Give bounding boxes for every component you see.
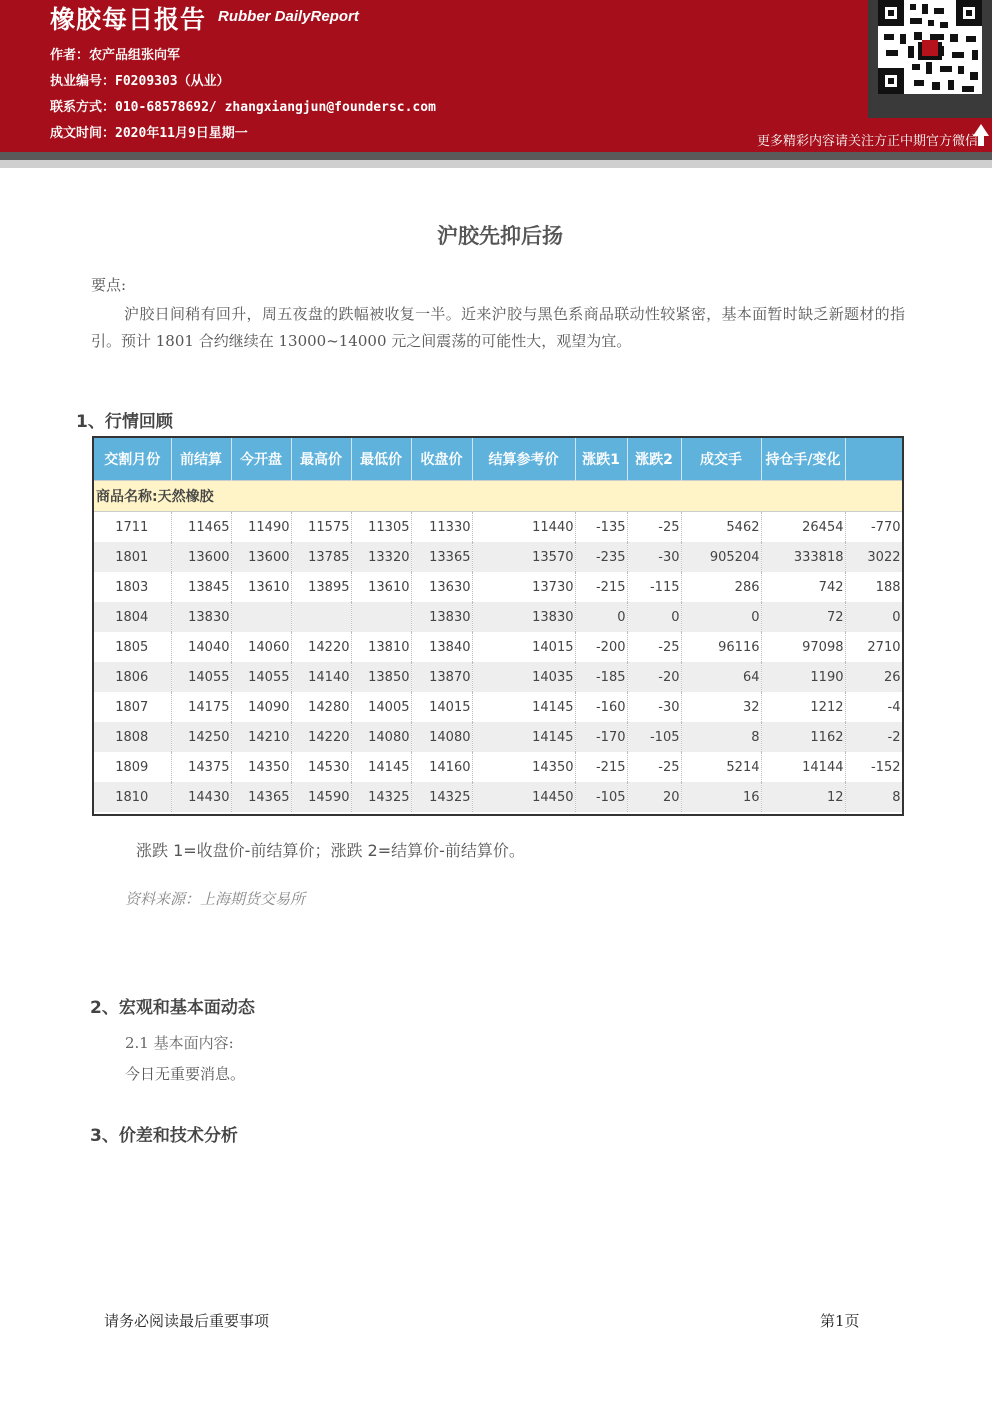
table-cell: 14035	[472, 662, 575, 692]
qr-module	[928, 20, 934, 26]
section2-heading: 2、宏观和基本面动态	[90, 998, 255, 1018]
table-cell: 14220	[291, 722, 351, 752]
table-cell: 14055	[231, 662, 291, 692]
table-cell: 905204	[681, 542, 761, 572]
table-cell: -770	[845, 512, 902, 543]
table-cell: 3022	[845, 542, 902, 572]
column-header: 涨跌2	[627, 438, 681, 481]
table-cell: 13600	[171, 542, 231, 572]
table-cell: 8	[681, 722, 761, 752]
column-header: 最高价	[291, 438, 351, 481]
qr-module	[886, 50, 898, 56]
qr-module	[934, 8, 944, 14]
footer-disclaimer[interactable]: 请务必阅读最后重要事项	[104, 1312, 270, 1330]
table-cell: 14005	[351, 692, 411, 722]
table-cell: 14350	[472, 752, 575, 782]
qr-module	[926, 62, 932, 74]
table-cell: -215	[575, 752, 627, 782]
table-cell: -215	[575, 572, 627, 602]
table-cell: 12	[761, 782, 845, 812]
column-header: 收盘价	[411, 438, 472, 481]
product-name-row	[94, 481, 902, 512]
table-cell: 1711	[94, 512, 171, 543]
arrow-up-icon-stem	[978, 134, 984, 146]
table-cell: 1805	[94, 632, 171, 662]
table-cell: 16	[681, 782, 761, 812]
qr-module	[910, 18, 922, 24]
qr-code-panel	[868, 0, 992, 118]
section1-heading: 1、行情回顾	[76, 412, 173, 432]
table-row	[94, 722, 902, 752]
table-row	[94, 602, 902, 632]
table-cell: 13320	[351, 542, 411, 572]
table-cell: 14080	[411, 722, 472, 752]
table-cell: 14450	[472, 782, 575, 812]
market-table	[92, 436, 904, 816]
qr-module	[908, 46, 914, 58]
table-cell: -25	[627, 512, 681, 543]
table-cell: 13600	[231, 542, 291, 572]
table-cell: -2	[845, 722, 902, 752]
doc-title: 沪胶先抑后扬	[437, 224, 563, 248]
table-row	[94, 692, 902, 722]
date-line: 成文时间：2020年11月9日星期一	[50, 126, 248, 141]
wechat-note: 更多精彩内容请关注方正中期官方微信	[756, 134, 978, 149]
table-cell	[231, 602, 291, 632]
column-header	[845, 438, 902, 481]
qr-module	[914, 80, 924, 86]
table-cell	[351, 602, 411, 632]
table-cell: 0	[845, 602, 902, 632]
table-cell: 11330	[411, 512, 472, 543]
table-cell: -25	[627, 752, 681, 782]
table-cell: 13870	[411, 662, 472, 692]
license-number: F0209303（从业）	[115, 74, 230, 89]
table-cell: 13850	[351, 662, 411, 692]
table-cell: -170	[575, 722, 627, 752]
qr-finder-core	[888, 10, 894, 16]
table-cell: 26	[845, 662, 902, 692]
table-row	[94, 752, 902, 782]
table-cell: 1810	[94, 782, 171, 812]
table-cell: 11575	[291, 512, 351, 543]
table-cell: -152	[845, 752, 902, 782]
table-cell: -105	[627, 722, 681, 752]
table-cell: 2710	[845, 632, 902, 662]
table-cell: 14140	[291, 662, 351, 692]
table-cell: 13830	[472, 602, 575, 632]
table-cell: 188	[845, 572, 902, 602]
qr-module	[910, 4, 916, 10]
table-cell: 14090	[231, 692, 291, 722]
table-cell: 1190	[761, 662, 845, 692]
table-cell: 14175	[171, 692, 231, 722]
table-cell: -25	[627, 632, 681, 662]
table-cell: 0	[575, 602, 627, 632]
table-cell: 14590	[291, 782, 351, 812]
column-header: 最低价	[351, 438, 411, 481]
table-cell: 26454	[761, 512, 845, 543]
qr-module	[884, 34, 894, 40]
table-cell: 14015	[411, 692, 472, 722]
column-header: 交割月份	[94, 438, 171, 481]
table-cell: -185	[575, 662, 627, 692]
table-note: 涨跌 1=收盘价-前结算价；涨跌 2=结算价-前结算价。	[136, 841, 525, 860]
table-cell: 8	[845, 782, 902, 812]
table-cell: 64	[681, 662, 761, 692]
report-date: 2020年11月9日星期一	[115, 126, 248, 141]
table-cell: -115	[627, 572, 681, 602]
table-cell: 1806	[94, 662, 171, 692]
table-cell: 5214	[681, 752, 761, 782]
table-cell: 1212	[761, 692, 845, 722]
license-line: 执业编号：F0209303（从业）	[50, 74, 230, 89]
table-cell: -20	[627, 662, 681, 692]
table-cell: 14055	[171, 662, 231, 692]
key-points-text: 沪胶日间稍有回升，周五夜盘的跌幅被收复一半。近来沪胶与黑色系商品联动性较紧密，基本面暂时缺乏新题材的指引。预计 1801 合约继续在 13000~14000 元之间震荡的可能性大，观望为宜。	[91, 305, 905, 350]
table-cell: 13845	[171, 572, 231, 602]
qr-code-icon[interactable]	[878, 0, 982, 94]
qr-module	[940, 22, 948, 28]
column-header: 前结算	[171, 438, 231, 481]
data-source: 资料来源：上海期货交易所	[125, 890, 306, 908]
table-cell: 11465	[171, 512, 231, 543]
table-row	[94, 572, 902, 602]
table-cell: 1807	[94, 692, 171, 722]
table-cell: 14145	[472, 692, 575, 722]
table-cell: 14430	[171, 782, 231, 812]
column-header: 结算参考价	[472, 438, 575, 481]
qr-module	[962, 86, 974, 92]
qr-module	[912, 64, 920, 70]
table-cell: 14145	[472, 722, 575, 752]
table-cell: 1801	[94, 542, 171, 572]
key-points-label: 要点:	[91, 276, 127, 294]
qr-module	[900, 34, 906, 44]
table-row	[94, 662, 902, 692]
table-cell: 14080	[351, 722, 411, 752]
table-cell: 13830	[411, 602, 472, 632]
table-cell: 11305	[351, 512, 411, 543]
qr-module	[966, 36, 976, 42]
table-cell: 1809	[94, 752, 171, 782]
column-header: 今开盘	[231, 438, 291, 481]
qr-finder-core	[966, 10, 972, 16]
table-cell: -135	[575, 512, 627, 543]
column-header: 持仓手/变化	[761, 438, 845, 481]
table-cell	[291, 602, 351, 632]
column-header: 成交手	[681, 438, 761, 481]
section2-subheading: 2.1 基本面内容:	[125, 1034, 234, 1052]
table-cell: 14365	[231, 782, 291, 812]
qr-module	[940, 66, 952, 72]
table-row	[94, 632, 902, 662]
table-cell: 14144	[761, 752, 845, 782]
author-line: 作者：农产品组张向军	[50, 48, 181, 63]
table-cell: -235	[575, 542, 627, 572]
table-row	[94, 542, 902, 572]
table-cell: 14375	[171, 752, 231, 782]
contact-info: 010-68578692/ zhangxiangjun@foundersc.com	[115, 100, 436, 115]
table-cell: 333818	[761, 542, 845, 572]
qr-logo-icon	[922, 40, 938, 56]
qr-module	[948, 80, 954, 90]
table-cell: 13810	[351, 632, 411, 662]
qr-module	[958, 66, 964, 74]
author-name: 农产品组张向军	[89, 48, 181, 63]
table-cell: 13630	[411, 572, 472, 602]
table-cell: -30	[627, 542, 681, 572]
table-cell: 13730	[472, 572, 575, 602]
table-cell: 286	[681, 572, 761, 602]
qr-module	[952, 52, 964, 58]
table-cell: 96116	[681, 632, 761, 662]
section3-heading: 3、价差和技术分析	[90, 1126, 238, 1146]
table-header-row	[94, 438, 902, 481]
table-cell: 13365	[411, 542, 472, 572]
table-cell: 14220	[291, 632, 351, 662]
table-cell: 13840	[411, 632, 472, 662]
table-cell: 5462	[681, 512, 761, 543]
qr-module	[972, 50, 978, 60]
table-cell: 1808	[94, 722, 171, 752]
header-divider-light	[0, 160, 992, 168]
table-cell: 1162	[761, 722, 845, 752]
qr-module	[970, 72, 978, 80]
qr-module	[932, 82, 940, 90]
table-cell: 1804	[94, 602, 171, 632]
table-cell: -105	[575, 782, 627, 812]
qr-finder-core	[888, 78, 894, 84]
qr-module	[922, 4, 928, 14]
table-cell: 13610	[231, 572, 291, 602]
table-cell: 20	[627, 782, 681, 812]
table-cell: 0	[681, 602, 761, 632]
table-cell: 14250	[171, 722, 231, 752]
table-cell: 14325	[351, 782, 411, 812]
table-cell: -160	[575, 692, 627, 722]
table-cell: 14280	[291, 692, 351, 722]
table-cell: -4	[845, 692, 902, 722]
table-cell: 11440	[472, 512, 575, 543]
table-cell: 13610	[351, 572, 411, 602]
report-header	[0, 0, 992, 152]
table-cell: 14040	[171, 632, 231, 662]
table-cell: 13895	[291, 572, 351, 602]
table-cell: 32	[681, 692, 761, 722]
qr-module	[950, 34, 958, 42]
table-cell: -200	[575, 632, 627, 662]
table-cell: 14160	[411, 752, 472, 782]
table-cell: 72	[761, 602, 845, 632]
table-cell: 14015	[472, 632, 575, 662]
table-cell: 742	[761, 572, 845, 602]
table-cell: 14530	[291, 752, 351, 782]
table-cell: 14350	[231, 752, 291, 782]
table-cell: 0	[627, 602, 681, 632]
table-cell: 14210	[231, 722, 291, 752]
table-cell: 13830	[171, 602, 231, 632]
product-name: 商品名称:天然橡胶	[94, 481, 902, 512]
table-cell: 13785	[291, 542, 351, 572]
table-cell: 11490	[231, 512, 291, 543]
table-row	[94, 782, 902, 812]
column-header: 涨跌1	[575, 438, 627, 481]
page-number: 第1页	[820, 1312, 860, 1330]
qr-module	[914, 32, 922, 40]
table-cell: 13570	[472, 542, 575, 572]
table-cell: 14325	[411, 782, 472, 812]
report-title: 橡胶每日报告	[50, 5, 207, 34]
report-subtitle: Rubber DailyReport	[218, 8, 359, 25]
contact-line: 联系方式：010-68578692/ zhangxiangjun@foundersc.com	[50, 100, 436, 115]
table-cell: 14060	[231, 632, 291, 662]
table-cell: 14145	[351, 752, 411, 782]
table-cell: 97098	[761, 632, 845, 662]
table-row	[94, 512, 902, 543]
section2-content: 今日无重要消息。	[125, 1065, 246, 1083]
table-cell: -30	[627, 692, 681, 722]
table-cell: 1803	[94, 572, 171, 602]
